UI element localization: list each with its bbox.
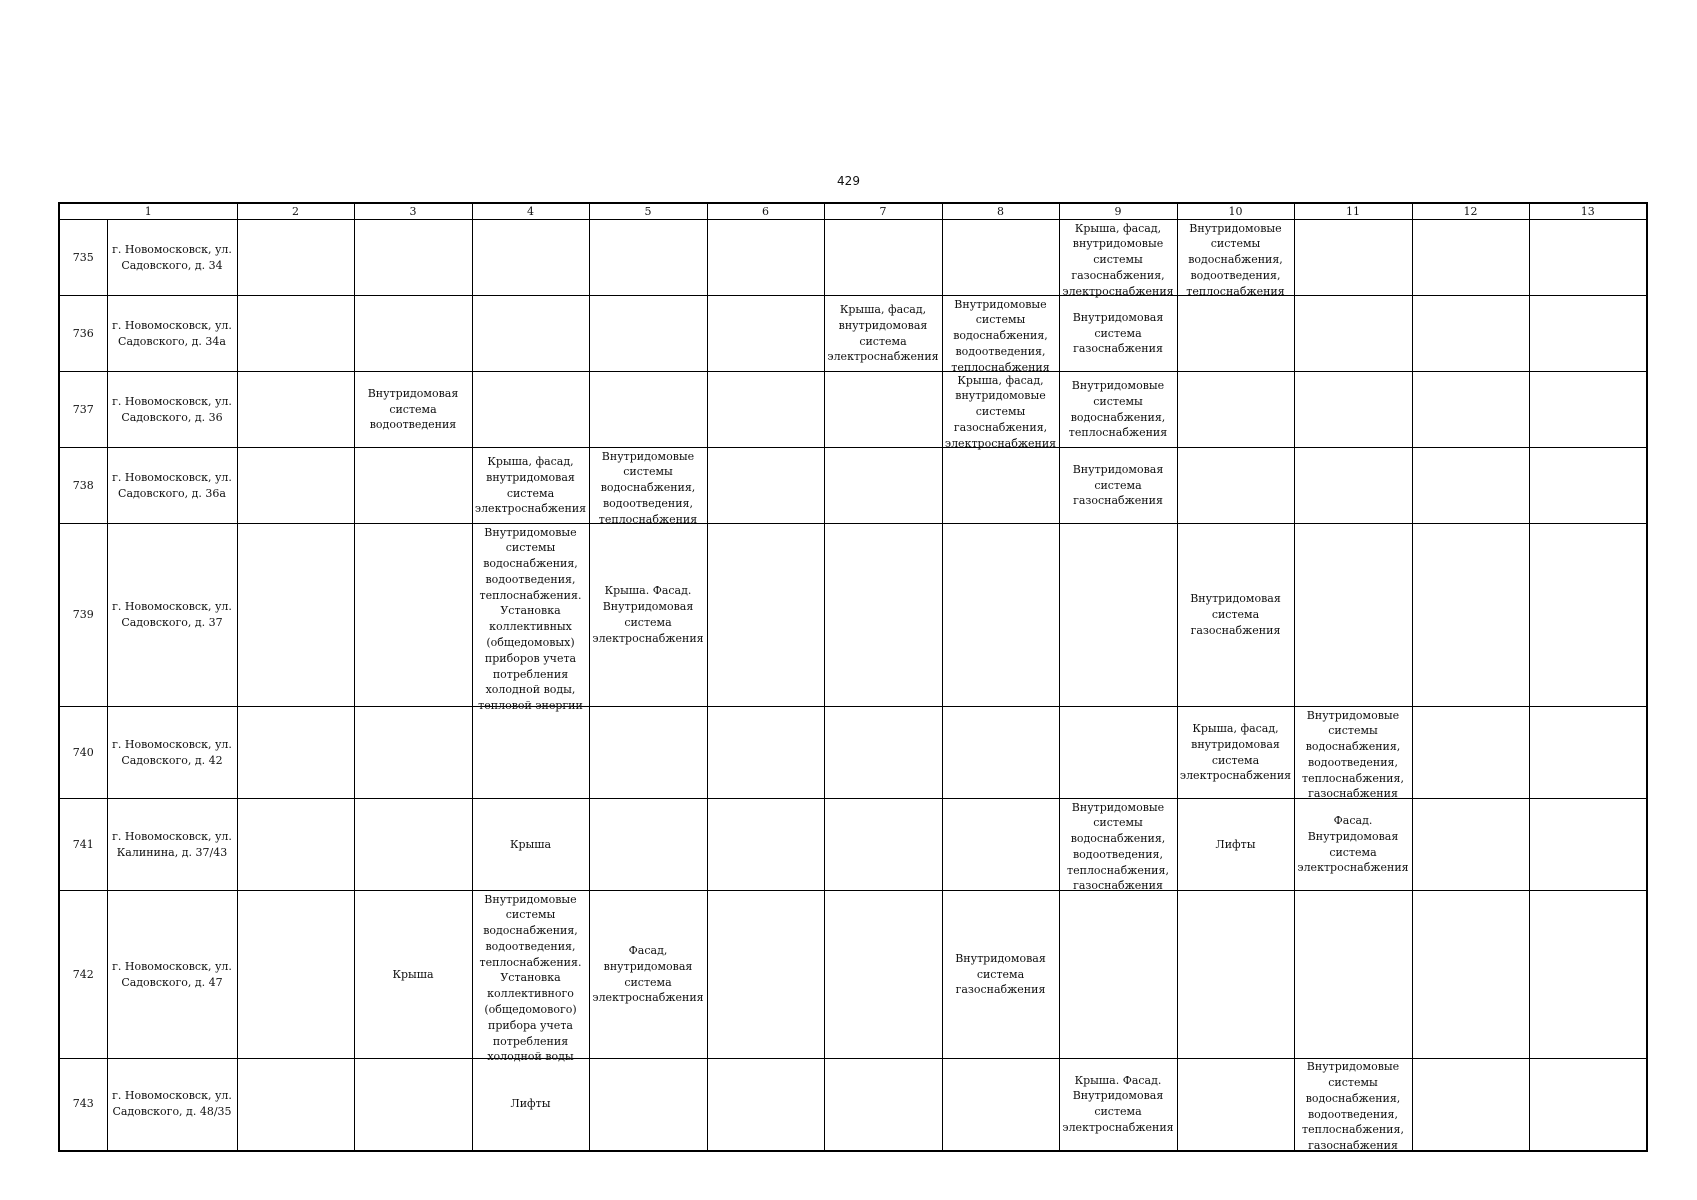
- work-cell-8: [942, 1059, 1059, 1151]
- work-cell-13: [1529, 1059, 1647, 1151]
- work-cell-5: [589, 448, 707, 524]
- work-cell-10: [1177, 448, 1294, 524]
- work-cell-7: [824, 799, 942, 891]
- row-number-cell: [59, 372, 107, 448]
- work-cell-7: [824, 448, 942, 524]
- column-header-11: 11: [1294, 203, 1412, 220]
- work-cell-4: [472, 524, 589, 713]
- work-cell-9: [1059, 707, 1177, 799]
- table-body: [59, 220, 1647, 1151]
- address-text: г. Новомосковск, ул. Садовского, д. 34а: [112, 318, 232, 348]
- row-number-cell: [59, 891, 107, 1059]
- work-cell-7: [824, 1059, 942, 1151]
- work-cell-4: [472, 707, 589, 799]
- work-cell-11: [1294, 524, 1412, 707]
- column-header-9: 9: [1059, 203, 1177, 220]
- work-cell-4: [472, 448, 589, 524]
- work-text: Внутридомовые системы водоснабжения, водоотведения, теплоснабжения, газоснабжения: [1302, 1060, 1404, 1153]
- table-row: [59, 1059, 1647, 1151]
- work-cell-7: [824, 372, 942, 448]
- work-cell-12: [1412, 891, 1529, 1059]
- address-cell: [107, 448, 237, 524]
- work-cell-8: [942, 372, 1059, 448]
- work-cell-6: [707, 220, 824, 296]
- work-cell-6: [707, 524, 824, 707]
- work-cell-6: [707, 296, 824, 372]
- work-text: Внутридомовые системы водоснабжения, водоотведения, теплоснабжения: [598, 449, 698, 526]
- row-number: 735: [72, 250, 94, 264]
- work-cell-11: [1294, 372, 1412, 448]
- work-cell-4: [472, 891, 589, 1064]
- work-cell-5: [589, 799, 707, 891]
- row-number-cell: [59, 220, 107, 296]
- work-text: Крыша: [509, 837, 552, 851]
- address-text: г. Новомосковск, ул. Садовского, д. 36а: [112, 470, 232, 500]
- work-text: Внутридомовые системы водоснабжения, теплоснабжения: [1068, 378, 1168, 440]
- work-text: Внутридомовые системы водоснабжения, водоотведения, теплоснабжения: [951, 297, 1050, 374]
- work-cell-12: [1412, 220, 1529, 296]
- work-text: Внутридомовая система водоотведения: [367, 386, 459, 432]
- work-cell-6: [707, 891, 824, 1059]
- address-text: г. Новомосковск, ул. Садовского, д. 34: [112, 242, 232, 272]
- work-cell-3: [354, 524, 472, 707]
- work-cell-3: [354, 891, 472, 1059]
- work-cell-11: [1294, 448, 1412, 524]
- address-cell: [107, 372, 237, 448]
- address-text: г. Новомосковск, ул. Садовского, д. 47: [112, 959, 232, 989]
- work-cell-4: [472, 220, 589, 296]
- work-cell-5: [589, 220, 707, 296]
- work-cell-5: [589, 1059, 707, 1151]
- work-cell-10: [1177, 799, 1294, 891]
- works-table: [58, 202, 1648, 1152]
- column-header-4: 4: [472, 203, 589, 220]
- work-text: Крыша, фасад, внутридомовые системы газоснабжения, электроснабжения: [944, 373, 1057, 450]
- row-number: 741: [72, 837, 94, 851]
- work-cell-2: [237, 372, 354, 448]
- work-cell-3: [354, 448, 472, 524]
- work-cell-13: [1529, 799, 1647, 891]
- address-cell: [107, 891, 237, 1059]
- work-cell-6: [707, 372, 824, 448]
- work-cell-2: [237, 707, 354, 799]
- work-cell-13: [1529, 372, 1647, 448]
- work-cell-9: [1059, 372, 1177, 448]
- work-cell-13: [1529, 891, 1647, 1059]
- work-cell-11: [1294, 296, 1412, 372]
- table-row: [59, 707, 1647, 799]
- table-row: [59, 296, 1647, 372]
- page-number: 429: [837, 174, 860, 188]
- work-text: Крыша, фасад, внутридомовая система электроснабжения: [827, 302, 939, 364]
- column-header-2: 2: [237, 203, 354, 220]
- column-header-5: 5: [589, 203, 707, 220]
- work-cell-5: [589, 296, 707, 372]
- work-cell-6: [707, 448, 824, 524]
- row-number: 742: [72, 967, 94, 981]
- work-cell-13: [1529, 707, 1647, 799]
- row-number: 738: [72, 478, 94, 492]
- table-row: [59, 448, 1647, 524]
- work-cell-8: [942, 524, 1059, 707]
- work-cell-3: [354, 372, 472, 448]
- table-row: [59, 372, 1647, 448]
- work-text: Фасад. Внутридомовая система электроснабжения: [1297, 813, 1409, 875]
- address-text: г. Новомосковск, ул. Садовского, д. 48/35: [112, 1089, 232, 1119]
- row-number: 743: [72, 1097, 94, 1111]
- work-cell-13: [1529, 448, 1647, 524]
- work-cell-10: [1177, 707, 1294, 799]
- work-cell-3: [354, 799, 472, 891]
- work-cell-13: [1529, 524, 1647, 707]
- address-cell: [107, 296, 237, 372]
- work-cell-10: [1177, 296, 1294, 372]
- row-number: 740: [72, 745, 94, 759]
- work-text: Внутридомовые системы водоснабжения, водоотведения, теплоснабжения, газоснабжения: [1067, 800, 1169, 893]
- work-cell-10: [1177, 1059, 1294, 1151]
- row-number: 736: [72, 326, 94, 340]
- work-cell-5: [589, 524, 707, 707]
- work-text: Внутридомовые системы водоснабжения, водоотведения, теплоснабжения: [1186, 221, 1285, 298]
- work-cell-7: [824, 524, 942, 707]
- work-text: Внутридомовые системы водоснабжения, водоотведения, теплоснабжения. Установка коллективных (общедомовых) приборов учета потребления холодной воды, тепловой энергии: [478, 525, 583, 713]
- work-cell-9: [1059, 524, 1177, 707]
- work-text: Фасад, внутридомовая система электроснабжения: [592, 943, 704, 1005]
- work-cell-4: [472, 372, 589, 448]
- work-cell-9: [1059, 220, 1177, 296]
- work-cell-8: [942, 799, 1059, 891]
- table-row: [59, 524, 1647, 707]
- work-text: Внутридомовая система газоснабжения: [1072, 310, 1164, 356]
- work-cell-3: [354, 220, 472, 296]
- column-header-3: 3: [354, 203, 472, 220]
- work-text: Лифты: [1215, 837, 1256, 851]
- address-text: г. Новомосковск, ул. Садовского, д. 36: [112, 394, 232, 424]
- row-number-cell: [59, 296, 107, 372]
- address-cell: [107, 1059, 237, 1151]
- work-cell-4: [472, 1059, 589, 1151]
- work-cell-12: [1412, 296, 1529, 372]
- work-cell-13: [1529, 296, 1647, 372]
- work-cell-3: [354, 296, 472, 372]
- row-number-cell: [59, 799, 107, 891]
- work-cell-8: [942, 707, 1059, 799]
- work-cell-4: [472, 799, 589, 891]
- work-text: Внутридомовые системы водоснабжения, водоотведения, теплоснабжения, газоснабжения: [1302, 708, 1404, 801]
- work-cell-6: [707, 707, 824, 799]
- work-cell-8: [942, 296, 1059, 372]
- column-header-13: 13: [1529, 203, 1647, 220]
- work-cell-10: [1177, 372, 1294, 448]
- work-cell-9: [1059, 1059, 1177, 1151]
- work-text: Крыша. Фасад. Внутридомовая система электроснабжения: [1062, 1073, 1174, 1135]
- work-cell-2: [237, 799, 354, 891]
- work-cell-7: [824, 296, 942, 372]
- work-text: Крыша. Фасад. Внутридомовая система электроснабжения: [592, 584, 704, 645]
- table-row: [59, 891, 1647, 1059]
- work-cell-8: [942, 891, 1059, 1059]
- work-cell-6: [707, 1059, 824, 1151]
- work-cell-2: [237, 1059, 354, 1151]
- work-cell-8: [942, 220, 1059, 296]
- work-cell-9: [1059, 448, 1177, 524]
- work-cell-2: [237, 448, 354, 524]
- work-cell-11: [1294, 1059, 1412, 1151]
- row-number-cell: [59, 448, 107, 524]
- work-cell-5: [589, 707, 707, 799]
- work-cell-7: [824, 891, 942, 1059]
- work-cell-2: [237, 220, 354, 296]
- work-cell-6: [707, 799, 824, 891]
- work-cell-4: [472, 296, 589, 372]
- work-cell-11: [1294, 799, 1412, 891]
- work-cell-10: [1177, 891, 1294, 1059]
- work-cell-11: [1294, 891, 1412, 1059]
- row-number: 739: [72, 608, 94, 622]
- work-text: Крыша, фасад, внутридомовые системы газоснабжения, электроснабжения: [1062, 221, 1174, 298]
- work-text: Внутридомовые системы водоснабжения, водоотведения, теплоснабжения. Установка коллективного (общедомового) прибора учета потребления холодной воды: [479, 892, 582, 1064]
- row-number: 737: [72, 402, 94, 416]
- work-cell-12: [1412, 372, 1529, 448]
- column-header-7: 7: [824, 203, 942, 220]
- table-row: [59, 220, 1647, 296]
- row-number-cell: [59, 524, 107, 707]
- work-text: Крыша: [392, 967, 434, 981]
- work-text: Лифты: [510, 1097, 551, 1111]
- work-cell-9: [1059, 799, 1177, 891]
- work-cell-2: [237, 891, 354, 1059]
- work-cell-12: [1412, 799, 1529, 891]
- work-cell-5: [589, 891, 707, 1059]
- work-cell-12: [1412, 524, 1529, 707]
- work-cell-9: [1059, 296, 1177, 372]
- work-cell-11: [1294, 707, 1412, 799]
- header-row: [59, 203, 1647, 220]
- work-text: Крыша, фасад, внутридомовая система электроснабжения: [474, 454, 587, 516]
- address-text: г. Новомосковск, ул. Калинина, д. 37/43: [112, 829, 232, 859]
- work-cell-7: [824, 707, 942, 799]
- address-cell: [107, 220, 237, 296]
- work-cell-12: [1412, 1059, 1529, 1151]
- address-cell: [107, 524, 237, 707]
- work-cell-5: [589, 372, 707, 448]
- work-cell-9: [1059, 891, 1177, 1059]
- row-number-cell: [59, 1059, 107, 1151]
- work-cell-2: [237, 296, 354, 372]
- column-header-1: 1: [59, 203, 237, 220]
- address-text: г. Новомосковск, ул. Садовского, д. 42: [112, 737, 232, 767]
- table-row: [59, 799, 1647, 891]
- work-cell-3: [354, 1059, 472, 1151]
- work-text: Внутридомовая система газоснабжения: [955, 951, 1046, 997]
- column-header-6: 6: [707, 203, 824, 220]
- work-cell-12: [1412, 448, 1529, 524]
- work-cell-10: [1177, 220, 1294, 296]
- work-cell-7: [824, 220, 942, 296]
- address-cell: [107, 707, 237, 799]
- work-cell-11: [1294, 220, 1412, 296]
- work-cell-2: [237, 524, 354, 707]
- work-cell-13: [1529, 220, 1647, 296]
- column-header-10: 10: [1177, 203, 1294, 220]
- work-text: Внутридомовая система газоснабжения: [1072, 462, 1164, 508]
- work-cell-3: [354, 707, 472, 799]
- address-cell: [107, 799, 237, 891]
- work-text: Внутридомовая система газоснабжения: [1190, 592, 1281, 637]
- row-number-cell: [59, 707, 107, 799]
- work-cell-10: [1177, 524, 1294, 707]
- address-text: г. Новомосковск, ул. Садовского, д. 37: [112, 600, 232, 629]
- column-header-12: 12: [1412, 203, 1529, 220]
- work-cell-12: [1412, 707, 1529, 799]
- column-header-8: 8: [942, 203, 1059, 220]
- work-cell-8: [942, 448, 1059, 524]
- work-text: Крыша, фасад, внутридомовая система электроснабжения: [1179, 721, 1292, 783]
